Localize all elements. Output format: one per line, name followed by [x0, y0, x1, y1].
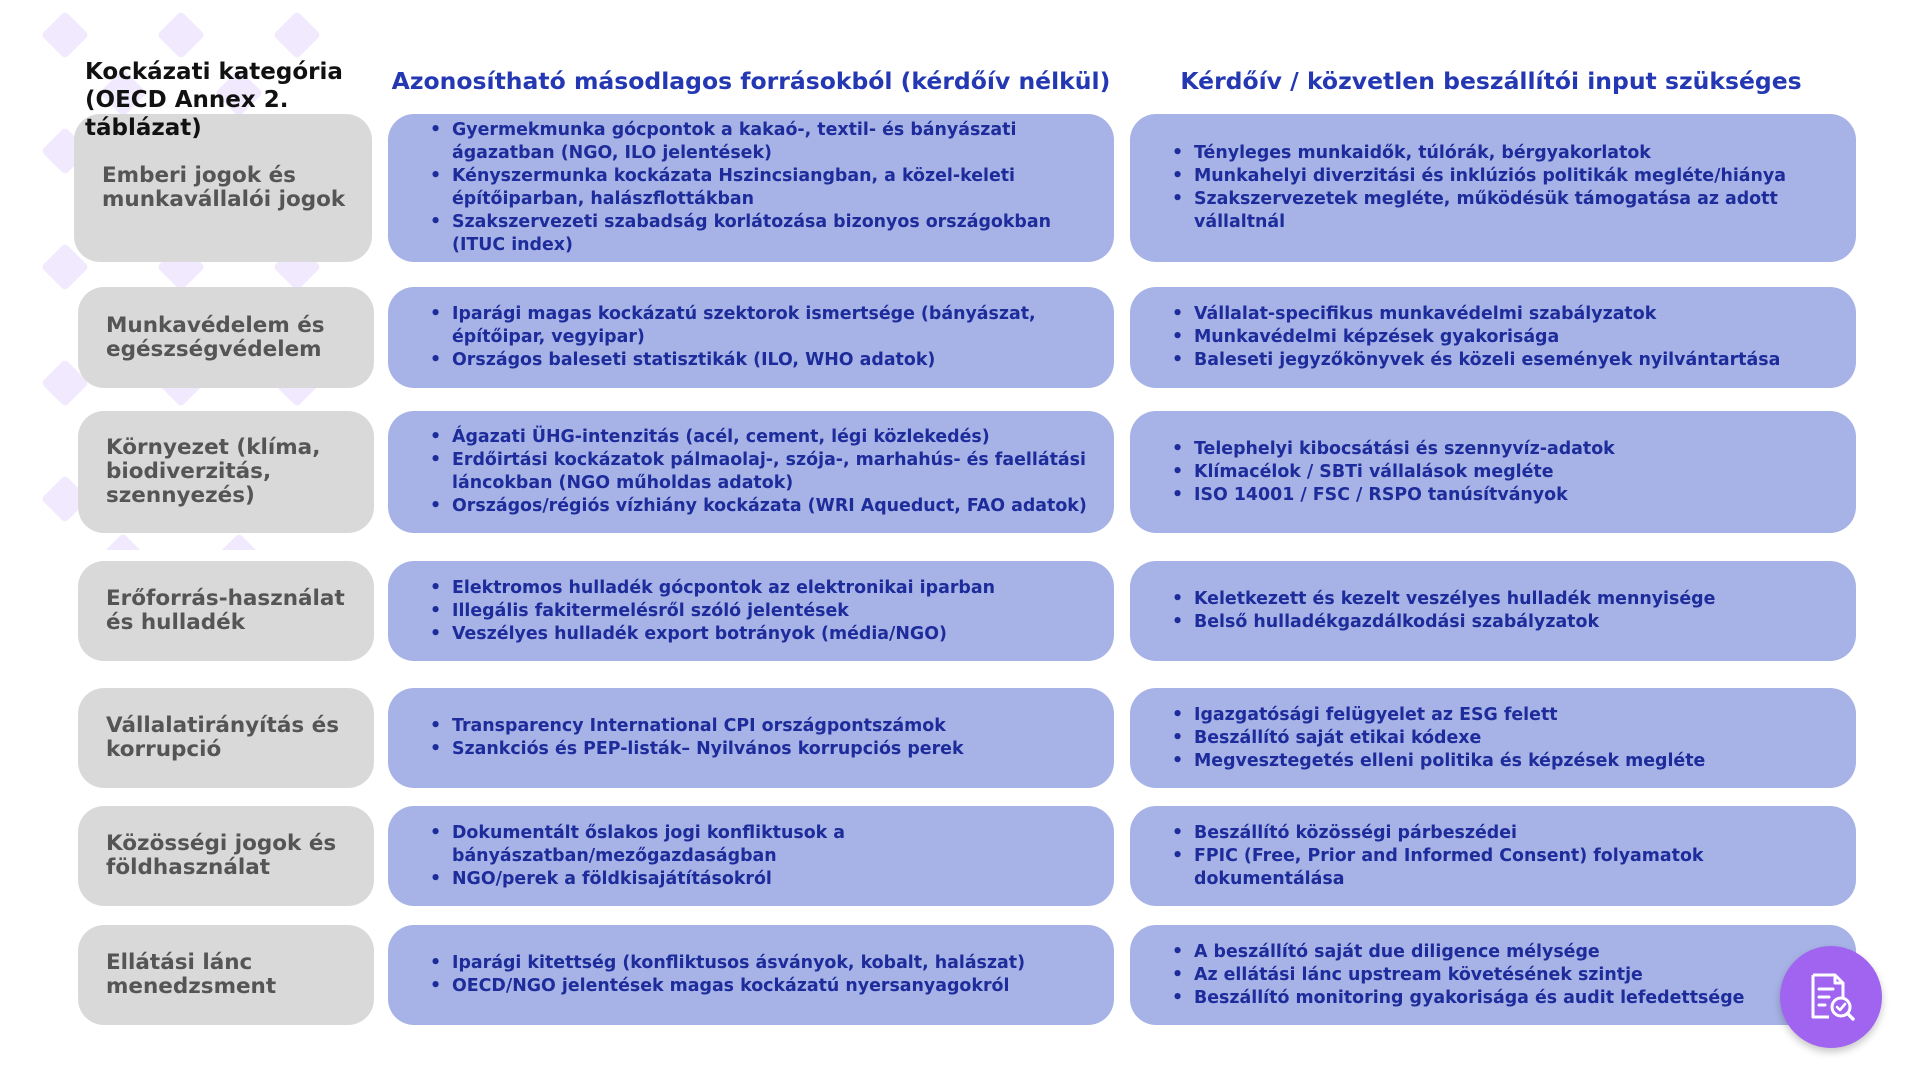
list-item: • Baleseti jegyzőkönyvek és közeli események nyilvántartása	[1168, 349, 1780, 372]
direct-input-box	[1130, 688, 1856, 788]
list-item: • Veszélyes hulladék export botrányok (média/NGO)	[426, 623, 995, 646]
list-item: • Megvesztegetés elleni politika és képzések megléte	[1168, 750, 1705, 773]
secondary-sources-list	[426, 822, 1104, 891]
direct-input-list	[1168, 704, 1705, 773]
decorative-diamond	[157, 11, 205, 59]
list-item: • Az ellátási lánc upstream követésének szintje	[1168, 964, 1744, 987]
decorative-diamond	[215, 533, 263, 550]
list-item: • Beszállító saját etikai kódexe	[1168, 727, 1705, 750]
decorative-diamond	[273, 11, 321, 59]
list-item: • Igazgatósági felügyelet az ESG felett	[1168, 704, 1705, 727]
list-item: • Munkavédelmi képzések gyakorisága	[1168, 326, 1780, 349]
list-item: • Telephelyi kibocsátási és szennyvíz-adatok	[1168, 438, 1615, 461]
direct-input-box	[1130, 806, 1856, 906]
list-item: • Iparági magas kockázatú szektorok ismertsége (bányászat, építőipar, vegyipar)	[426, 303, 1104, 349]
category-box	[78, 561, 374, 661]
table-row-governance	[0, 688, 1920, 788]
table-row-environment	[0, 411, 1920, 533]
list-item: • FPIC (Free, Prior and Informed Consent) folyamatok dokumentálása	[1168, 845, 1846, 891]
category-box	[78, 411, 374, 533]
list-item: • A beszállító saját due diligence mélysége	[1168, 941, 1744, 964]
direct-input-list	[1168, 142, 1846, 234]
direct-input-list	[1168, 303, 1780, 372]
table-row-resources-waste	[0, 561, 1920, 661]
secondary-sources-box	[388, 806, 1114, 906]
category-label: Munkavédelem és egészségvédelem	[106, 312, 325, 362]
list-item: • Transparency International CPI országpontszámok	[426, 715, 964, 738]
decorative-diamond	[41, 11, 89, 59]
table-row-supply-chain	[0, 925, 1920, 1025]
direct-input-box	[1130, 114, 1856, 262]
column-header-secondary-sources: Azonosítható másodlagos forrásokból (kérdőív nélkül)	[391, 67, 1111, 95]
direct-input-box	[1130, 925, 1856, 1025]
category-box	[78, 925, 374, 1025]
secondary-sources-box	[388, 925, 1114, 1025]
table-row-occupational-safety	[0, 287, 1920, 388]
category-label: Ellátási lánc menedzsment	[106, 950, 277, 999]
list-item: • Illegális fakitermelésről szóló jelentések	[426, 600, 995, 623]
list-item: • Szakszervezeti szabadság korlátozása bizonyos országokban (ITUC index)	[426, 211, 1104, 257]
secondary-sources-list	[426, 715, 964, 761]
secondary-sources-box	[388, 411, 1114, 533]
secondary-sources-box	[388, 561, 1114, 661]
list-item: • Vállalat-specifikus munkavédelmi szabályzatok	[1168, 303, 1780, 326]
secondary-sources-list	[426, 426, 1104, 518]
category-label: Környezet (klíma, biodiverzitás, szennyezés)	[106, 435, 321, 508]
list-item: • Klímacélok / SBTi vállalások megléte	[1168, 461, 1615, 484]
direct-input-list	[1168, 438, 1615, 507]
secondary-sources-list	[426, 303, 1104, 372]
direct-input-box	[1130, 287, 1856, 388]
list-item: • OECD/NGO jelentések magas kockázatú nyersanyagokról	[426, 975, 1025, 998]
category-box	[78, 287, 374, 388]
category-label: Erőforrás-használat és hulladék	[106, 586, 345, 635]
secondary-sources-list	[426, 119, 1104, 257]
secondary-sources-list	[426, 952, 1025, 998]
list-item: • Beszállító közösségi párbeszédei	[1168, 822, 1846, 845]
list-item: • Szakszervezetek megléte, működésük támogatása az adott vállaltnál	[1168, 188, 1846, 234]
list-item: • Beszállító monitoring gyakorisága és audit lefedettsége	[1168, 987, 1744, 1010]
list-item: • NGO/perek a földkisajátításokról	[426, 868, 1104, 891]
category-label: Emberi jogok és munkavállalói jogok	[102, 163, 346, 212]
decorative-diamond	[99, 533, 147, 550]
column-header-category: Kockázati kategória (OECD Annex 2. táblázat)	[85, 59, 343, 141]
secondary-sources-list	[426, 577, 995, 646]
list-item: • Keletkezett és kezelt veszélyes hulladék mennyisége	[1168, 588, 1715, 611]
secondary-sources-box	[388, 287, 1114, 388]
secondary-sources-box	[388, 114, 1114, 262]
list-item: • Munkahelyi diverzitási és inklúziós politikák megléte/hiánya	[1168, 165, 1846, 188]
list-item: • Gyermekmunka gócpontok a kakaó-, textil- és bányászati ágazatban (NGO, ILO jelentések)	[426, 119, 1104, 165]
category-label: Vállalatirányítás és korrupció	[106, 713, 339, 762]
list-item: • Elektromos hulladék gócpontok az elektronikai iparban	[426, 577, 995, 600]
list-item: • ISO 14001 / FSC / RSPO tanúsítványok	[1168, 484, 1615, 507]
secondary-sources-box	[388, 688, 1114, 788]
direct-input-box	[1130, 411, 1856, 533]
direct-input-list	[1168, 941, 1744, 1010]
direct-input-box	[1130, 561, 1856, 661]
list-item: • Országos/régiós vízhiány kockázata (WRI Aqueduct, FAO adatok)	[426, 495, 1104, 518]
direct-input-list	[1168, 822, 1846, 891]
list-item: • Iparági kitettség (konfliktusos ásványok, kobalt, halászat)	[426, 952, 1025, 975]
list-item: • Tényleges munkaidők, túlórák, bérgyakorlatok	[1168, 142, 1846, 165]
list-item: • Erdőirtási kockázatok pálmaolaj-, szója-, marhahús- és faellátási láncokban (NGO műholdas adatok)	[426, 449, 1104, 495]
table-row-community-rights	[0, 806, 1920, 906]
document-check-icon	[1803, 969, 1859, 1025]
column-header-direct-input: Kérdőív / közvetlen beszállítói input szükséges	[1180, 67, 1802, 95]
category-box	[78, 806, 374, 906]
list-item: • Belső hulladékgazdálkodási szabályzatok	[1168, 611, 1715, 634]
category-box	[78, 688, 374, 788]
list-item: • Ágazati ÜHG-intenzitás (acél, cement, légi közlekedés)	[426, 426, 1104, 449]
category-label: Közösségi jogok és földhasználat	[106, 831, 337, 880]
direct-input-list	[1168, 588, 1715, 634]
list-item: • Kényszermunka kockázata Hszincsiangban, a közel-keleti építőiparban, halászflottákban	[426, 165, 1104, 211]
document-check-button[interactable]	[1780, 946, 1882, 1048]
list-item: • Országos baleseti statisztikák (ILO, WHO adatok)	[426, 349, 1104, 372]
list-item: • Dokumentált őslakos jogi konfliktusok a bányászatban/mezőgazdaságban	[426, 822, 1104, 868]
list-item: • Szankciós és PEP-listák– Nyilvános korrupciós perek	[426, 738, 964, 761]
